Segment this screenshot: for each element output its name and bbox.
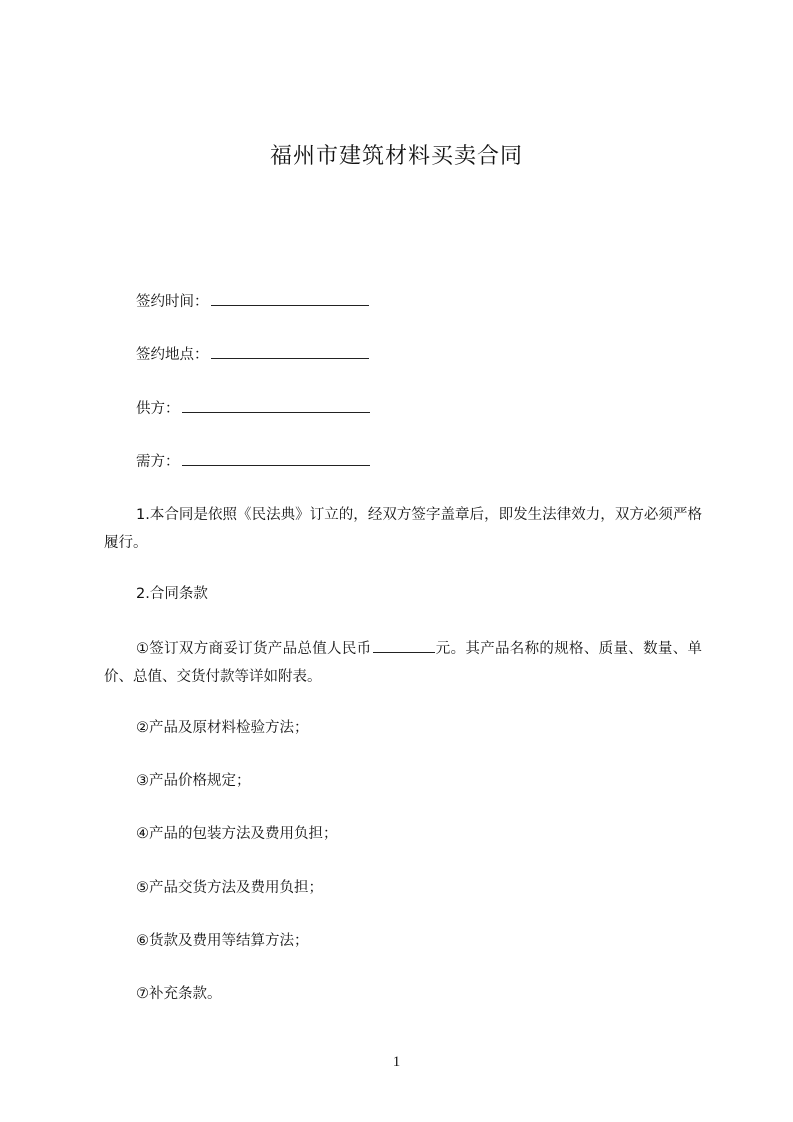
item-1-prefix: ①签订双方商妥订货产品总值人民币 [136, 641, 372, 657]
item-5-line: ⑤产品交货方法及费用负担； [136, 880, 323, 896]
item-1-suffix: 元。其产品名称的规格、质量、数量、单价、总值、交货付款等详如附表。 [104, 641, 703, 685]
document-title: 福州市建筑材料买卖合同 [269, 144, 523, 169]
supplier-field [104, 394, 704, 423]
item-6-line: ⑥货款及费用等结算方法； [136, 933, 309, 949]
buyer-field [104, 447, 704, 476]
supplier-label: 供方： [136, 401, 180, 417]
buyer-label: 需方： [136, 454, 180, 470]
clause-1-paragraph: 1.本合同是依照《民法典》订立的，经双方签字盖章后，即发生法律效力，双方必须严格履行。 [104, 507, 702, 551]
clause-2-heading: 2.合同条款 [136, 586, 208, 602]
item-7-line: ⑦补充条款。 [136, 986, 222, 1002]
item-3-line: ③产品价格规定； [136, 773, 251, 789]
sign-place-field [104, 340, 704, 369]
item-4-line: ④产品的包装方法及费用负担； [136, 826, 338, 842]
sign-time-field [104, 287, 704, 316]
page-number: 1 [392, 1054, 401, 1070]
item-1-paragraph [104, 634, 702, 691]
item-2-line: ②产品及原材料检验方法； [136, 720, 309, 736]
total-value-blank[interactable] [373, 634, 435, 653]
supplier-blank[interactable] [182, 394, 370, 413]
sign-place-label: 签约地点： [136, 347, 209, 363]
sign-place-blank[interactable] [211, 340, 369, 359]
sign-time-blank[interactable] [211, 287, 369, 306]
buyer-blank[interactable] [182, 447, 370, 466]
sign-time-label: 签约时间： [136, 294, 209, 310]
